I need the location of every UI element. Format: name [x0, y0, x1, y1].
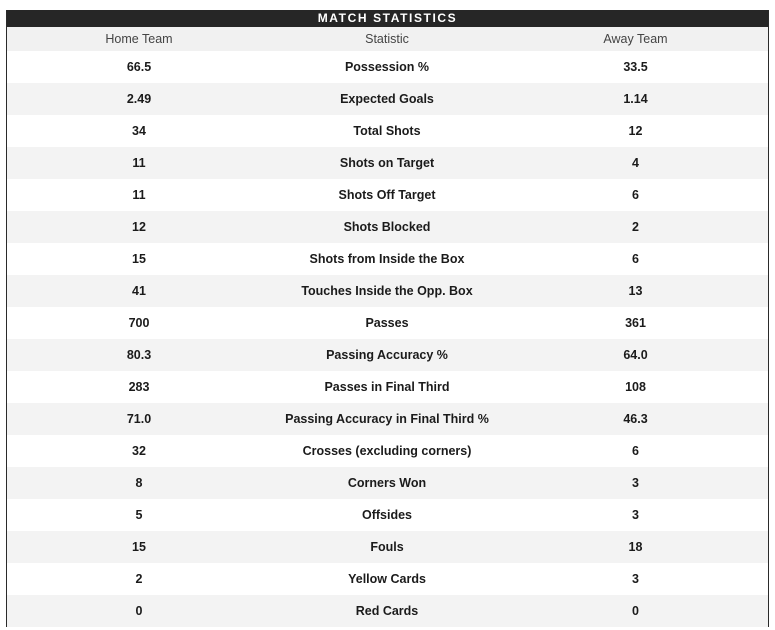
away-value: 6 — [632, 444, 639, 458]
home-value: 2.49 — [126, 92, 152, 106]
header-statistic: Statistic — [365, 32, 409, 46]
away-value: 33.5 — [623, 60, 648, 74]
home-value: 80.3 — [126, 348, 152, 362]
table-row — [7, 307, 768, 339]
statistic-name: Shots Blocked — [343, 220, 431, 234]
home-value: 12 — [132, 220, 146, 234]
table-row — [7, 435, 768, 467]
away-value: 12 — [628, 124, 643, 138]
away-value: 13 — [628, 284, 643, 298]
away-value: 6 — [632, 188, 639, 202]
home-value: 11 — [132, 188, 146, 202]
home-value: 15 — [132, 540, 146, 554]
statistic-name: Crosses (excluding corners) — [302, 444, 472, 458]
home-value: 700 — [128, 316, 150, 330]
statistic-name: Possession % — [344, 60, 430, 74]
table-row — [7, 243, 768, 275]
match-statistics-table — [6, 10, 769, 627]
table-row — [7, 339, 768, 371]
home-value: 5 — [135, 508, 143, 522]
table-row — [7, 467, 768, 499]
header-home-team: Home Team — [105, 32, 173, 46]
table-row — [7, 275, 768, 307]
table-row — [7, 83, 768, 115]
header-away-team: Away Team — [603, 32, 668, 46]
table-title: MATCH STATISTICS — [7, 10, 768, 27]
statistic-name: Passing Accuracy % — [326, 348, 448, 362]
table-row — [7, 563, 768, 595]
away-value: 1.14 — [623, 92, 648, 106]
table-row — [7, 211, 768, 243]
away-value: 3 — [632, 476, 639, 490]
statistic-name: Passing Accuracy in Final Third % — [285, 412, 489, 426]
statistic-name: Shots from Inside the Box — [309, 252, 465, 266]
statistic-name: Total Shots — [353, 124, 421, 138]
table-row — [7, 147, 768, 179]
statistic-name: Offsides — [361, 508, 412, 522]
home-value: 34 — [132, 124, 146, 138]
table-row — [7, 499, 768, 531]
column-header-row — [7, 27, 768, 51]
away-value: 6 — [632, 252, 639, 266]
table-row — [7, 531, 768, 563]
home-value: 15 — [132, 252, 146, 266]
away-value: 3 — [632, 572, 639, 586]
home-value: 41 — [132, 284, 146, 298]
statistic-name: Shots Off Target — [338, 188, 436, 202]
home-value: 8 — [135, 476, 143, 490]
home-value: 11 — [132, 156, 146, 170]
statistic-name: Shots on Target — [339, 156, 435, 170]
home-value: 2 — [135, 572, 143, 586]
table-body — [7, 51, 768, 627]
statistic-name: Passes — [365, 316, 409, 330]
statistic-name: Fouls — [370, 540, 404, 554]
table-row — [7, 51, 768, 83]
table-row — [7, 115, 768, 147]
away-value: 2 — [632, 220, 639, 234]
statistic-name: Red Cards — [355, 604, 419, 618]
table-row — [7, 371, 768, 403]
home-value: 283 — [128, 380, 150, 394]
away-value: 108 — [625, 380, 646, 394]
table-row — [7, 595, 768, 627]
table-row — [7, 403, 768, 435]
home-value: 0 — [135, 604, 143, 618]
home-value: 66.5 — [126, 60, 152, 74]
home-value: 71.0 — [126, 412, 152, 426]
statistic-name: Touches Inside the Opp. Box — [301, 284, 473, 298]
statistic-name: Yellow Cards — [348, 572, 426, 586]
away-value: 18 — [628, 540, 643, 554]
home-value: 32 — [132, 444, 146, 458]
away-value: 361 — [625, 316, 646, 330]
away-value: 3 — [632, 508, 639, 522]
away-value: 0 — [632, 604, 639, 618]
statistic-name: Expected Goals — [340, 92, 434, 106]
away-value: 4 — [632, 156, 639, 170]
statistic-name: Passes in Final Third — [324, 380, 450, 394]
away-value: 46.3 — [623, 412, 648, 426]
away-value: 64.0 — [623, 348, 648, 362]
statistic-name: Corners Won — [347, 476, 427, 490]
table-row — [7, 179, 768, 211]
